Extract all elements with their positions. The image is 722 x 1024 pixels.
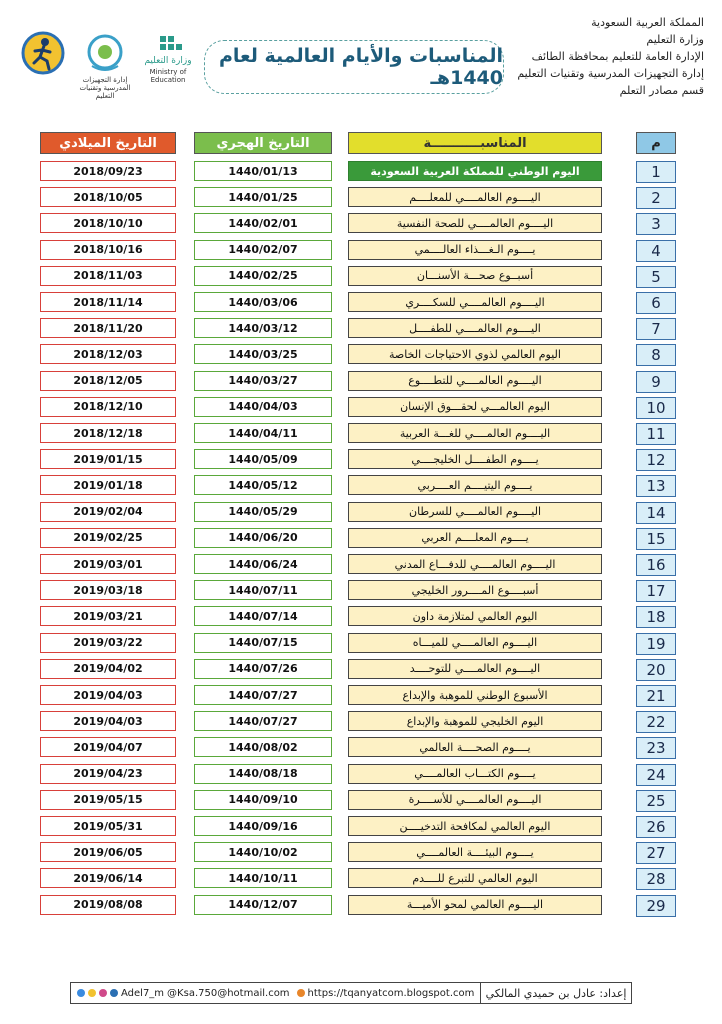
hijri-date-cell: 1440/07/11	[194, 580, 332, 600]
gregorian-date-cell: 2019/01/18	[40, 475, 176, 495]
gregorian-date-cell: 2019/05/31	[40, 816, 176, 836]
hijri-date-cell: 1440/05/12	[194, 475, 332, 495]
moe-logo-caption: وزارة التعليم	[144, 56, 192, 66]
gregorian-date-cell: 2019/03/18	[40, 580, 176, 600]
gregorian-date-cell: 2018/11/20	[40, 318, 176, 338]
gregorian-date-cell: 2019/03/21	[40, 606, 176, 626]
table-row	[0, 790, 722, 812]
row-number-cell: 10	[636, 397, 676, 419]
hijri-date-cell: 1440/10/02	[194, 842, 332, 862]
footer-author: إعداد: عادل بن حميدي المالكي	[480, 983, 631, 1003]
occasion-cell: يــــوم اليتيــــم العــــربي	[348, 475, 602, 495]
table-row	[0, 266, 722, 288]
logos	[20, 30, 192, 100]
table-row	[0, 633, 722, 655]
header-line: الإدارة العامة للتعليم بمحافظة الطائف	[531, 50, 704, 63]
running-figure-logo-icon	[20, 30, 66, 76]
occasion-cell: اليــــوم العالمــــي للمعلــــم	[348, 187, 602, 207]
table-row	[0, 816, 722, 838]
table-row	[0, 397, 722, 419]
gregorian-date-cell: 2018/12/10	[40, 397, 176, 417]
gregorian-date-cell: 2019/02/04	[40, 502, 176, 522]
gregorian-date-cell: 2018/12/18	[40, 423, 176, 443]
row-number-cell: 3	[636, 213, 676, 235]
occasion-cell: اليوم العالمي للتبرع للــــدم	[348, 868, 602, 888]
table-row	[0, 659, 722, 681]
row-number-cell: 15	[636, 528, 676, 550]
occasion-cell: اليوم الخليجي للموهبة والإبداع	[348, 711, 602, 731]
hijri-date-cell: 1440/04/11	[194, 423, 332, 443]
gregorian-date-cell: 2019/04/03	[40, 711, 176, 731]
occasion-cell: اليوم العالمي لمتلازمة داون	[348, 606, 602, 626]
hijri-date-cell: 1440/07/27	[194, 685, 332, 705]
table-row	[0, 449, 722, 471]
gregorian-date-cell: 2019/03/01	[40, 554, 176, 574]
table-row	[0, 606, 722, 628]
table-row	[0, 528, 722, 550]
table-row	[0, 240, 722, 262]
occasion-cell: اليوم العالمـــي لحقـــوق الإنسان	[348, 397, 602, 417]
row-number-cell: 4	[636, 240, 676, 262]
occasion-cell: أسبــــوع المــــرور الخليجي	[348, 580, 602, 600]
table-row	[0, 423, 722, 445]
footer	[70, 982, 632, 1004]
hijri-date-cell: 1440/06/20	[194, 528, 332, 548]
occasion-cell: الأسبوع الوطني للموهبة والإبداع	[348, 685, 602, 705]
hijri-date-cell: 1440/02/01	[194, 213, 332, 233]
table-row	[0, 764, 722, 786]
row-number-cell: 17	[636, 580, 676, 602]
column-header-gregorian: التاريخ الميلادي	[40, 132, 176, 154]
hijri-date-cell: 1440/07/27	[194, 711, 332, 731]
occasion-cell: أسبــوع صحـــة الأسنـــان	[348, 266, 602, 286]
gregorian-date-cell: 2018/10/05	[40, 187, 176, 207]
gregorian-date-cell: 2019/05/15	[40, 790, 176, 810]
moe-logo-caption-en: Ministry of Education	[149, 68, 187, 84]
row-number-cell: 25	[636, 790, 676, 812]
row-number-cell: 29	[636, 895, 676, 917]
gregorian-date-cell: 2019/08/08	[40, 895, 176, 915]
row-number-cell: 18	[636, 606, 676, 628]
hijri-date-cell: 1440/09/16	[194, 816, 332, 836]
column-header-number: م	[636, 132, 676, 154]
row-number-cell: 7	[636, 318, 676, 340]
header-org-info	[499, 14, 704, 99]
row-number-cell: 5	[636, 266, 676, 288]
occasion-cell: يــــوم البيئــــة العالمــــي	[348, 842, 602, 862]
table-row	[0, 554, 722, 576]
footer-handle[interactable]: Adel7_m	[121, 987, 165, 999]
gregorian-date-cell: 2019/01/15	[40, 449, 176, 469]
row-number-cell: 26	[636, 816, 676, 838]
row-number-cell: 2	[636, 187, 676, 209]
header-line: إدارة التجهيزات المدرسية وتقنيات التعليم	[517, 67, 704, 80]
hijri-date-cell: 1440/08/02	[194, 737, 332, 757]
occasion-cell: اليوم الوطني للمملكة العربية السعودية	[348, 161, 602, 181]
hijri-date-cell: 1440/06/24	[194, 554, 332, 574]
column-header-occasion: المناسبـــــــــــة	[348, 132, 602, 154]
row-number-cell: 19	[636, 633, 676, 655]
table-row	[0, 318, 722, 340]
row-number-cell: 12	[636, 449, 676, 471]
table-row	[0, 371, 722, 393]
gregorian-date-cell: 2018/12/05	[40, 371, 176, 391]
table-row	[0, 292, 722, 314]
hijri-date-cell: 1440/07/14	[194, 606, 332, 626]
telegram-icon	[110, 989, 118, 997]
row-number-cell: 21	[636, 685, 676, 707]
occasion-cell: اليــــوم العالمــــي للغـــة العربية	[348, 423, 602, 443]
column-header-hijri: التاريخ الهجري	[194, 132, 332, 154]
row-number-cell: 23	[636, 737, 676, 759]
hijri-date-cell: 1440/04/03	[194, 397, 332, 417]
occasion-cell: يــــوم الطفــــل الخليجــــي	[348, 449, 602, 469]
gregorian-date-cell: 2019/04/02	[40, 659, 176, 679]
hijri-date-cell: 1440/03/06	[194, 292, 332, 312]
row-number-cell: 28	[636, 868, 676, 890]
gregorian-date-cell: 2019/06/14	[40, 868, 176, 888]
gregorian-date-cell: 2019/06/05	[40, 842, 176, 862]
gregorian-date-cell: 2018/12/03	[40, 344, 176, 364]
occasion-cell: اليــــوم العالمــــي للدفـــاع المدني	[348, 554, 602, 574]
footer-contacts	[71, 988, 480, 999]
dept-logo-icon	[82, 30, 128, 76]
row-number-cell: 11	[636, 423, 676, 445]
row-number-cell: 9	[636, 371, 676, 393]
header-line: قسم مصادر التعلم	[619, 84, 704, 97]
occasion-cell: اليوم العالمي لمكافحة التدخيــــن	[348, 816, 602, 836]
row-number-cell: 27	[636, 842, 676, 864]
hijri-date-cell: 1440/12/07	[194, 895, 332, 915]
table-row	[0, 580, 722, 602]
row-number-cell: 1	[636, 161, 676, 183]
gregorian-date-cell: 2018/09/23	[40, 161, 176, 181]
occasion-cell: يــــوم المعلــــم العربي	[348, 528, 602, 548]
hijri-date-cell: 1440/01/13	[194, 161, 332, 181]
page-title: المناسبات والأيام العالمية لعام 1440هـ	[204, 40, 504, 94]
table-row	[0, 868, 722, 890]
table-row	[0, 842, 722, 864]
gregorian-date-cell: 2018/11/03	[40, 266, 176, 286]
hijri-date-cell: 1440/07/15	[194, 633, 332, 653]
occasion-cell: اليــــوم العالمــــي للتطــــوع	[348, 371, 602, 391]
occasion-cell: اليــــوم العالمــــي للسكــــري	[348, 292, 602, 312]
hijri-date-cell: 1440/09/10	[194, 790, 332, 810]
hijri-date-cell: 1440/01/25	[194, 187, 332, 207]
occasion-cell: اليــــوم العالمــــي للصحة النفسية	[348, 213, 602, 233]
row-number-cell: 13	[636, 475, 676, 497]
table-row	[0, 711, 722, 733]
table-row	[0, 502, 722, 524]
table-row	[0, 344, 722, 366]
row-number-cell: 8	[636, 344, 676, 366]
table-row	[0, 685, 722, 707]
gregorian-date-cell: 2019/02/25	[40, 528, 176, 548]
hijri-date-cell: 1440/03/12	[194, 318, 332, 338]
blogger-icon	[297, 989, 305, 997]
twitter-icon	[77, 989, 85, 997]
instagram-icon	[99, 989, 107, 997]
gregorian-date-cell: 2018/11/14	[40, 292, 176, 312]
occasion-cell: اليــــوم العالمــــي للأســــرة	[348, 790, 602, 810]
occasion-cell: يــــوم الكتـــاب العالمــــي	[348, 764, 602, 784]
hijri-date-cell: 1440/07/26	[194, 659, 332, 679]
gregorian-date-cell: 2019/04/03	[40, 685, 176, 705]
row-number-cell: 20	[636, 659, 676, 681]
gregorian-date-cell: 2018/10/10	[40, 213, 176, 233]
footer-blog-link[interactable]: https://tqanyatcom.blogspot.com	[307, 987, 475, 999]
table-row	[0, 187, 722, 209]
snapchat-icon	[88, 989, 96, 997]
row-number-cell: 24	[636, 764, 676, 786]
table-row	[0, 213, 722, 235]
row-number-cell: 6	[636, 292, 676, 314]
hijri-date-cell: 1440/03/27	[194, 371, 332, 391]
gregorian-date-cell: 2019/04/07	[40, 737, 176, 757]
gregorian-date-cell: 2019/04/23	[40, 764, 176, 784]
hijri-date-cell: 1440/02/07	[194, 240, 332, 260]
table-row	[0, 895, 722, 917]
occasion-cell: اليــــوم العالمــــي للتوحــــد	[348, 659, 602, 679]
hijri-date-cell: 1440/02/25	[194, 266, 332, 286]
row-number-cell: 14	[636, 502, 676, 524]
occasion-cell: يــــوم الـغـــذاء العالــــمي	[348, 240, 602, 260]
occasion-cell: اليــــوم العالمي لمحو الأميـــة	[348, 895, 602, 915]
hijri-date-cell: 1440/05/09	[194, 449, 332, 469]
gregorian-date-cell: 2019/03/22	[40, 633, 176, 653]
occasion-cell: اليوم العالمي لذوي الاحتياجات الخاصة	[348, 344, 602, 364]
header-line: وزارة التعليم	[646, 33, 704, 46]
occasion-cell: اليــــوم العالمــــي للسرطان	[348, 502, 602, 522]
dept-logo-caption: إدارة التجهيزات المدرسية وتقنيات التعليم	[79, 76, 131, 100]
footer-email[interactable]: @Ksa.750@hotmail.com	[167, 987, 290, 999]
row-number-cell: 22	[636, 711, 676, 733]
gregorian-date-cell: 2018/10/16	[40, 240, 176, 260]
table-row	[0, 475, 722, 497]
occasion-cell: اليــــوم العالمــــي للميـــاه	[348, 633, 602, 653]
occasion-cell: يــــوم الصحــــة العالمي	[348, 737, 602, 757]
table-row	[0, 737, 722, 759]
header-line: المملكة العربية السعودية	[591, 16, 704, 29]
hijri-date-cell: 1440/08/18	[194, 764, 332, 784]
occasion-cell: اليــــوم العالمــــي للطفــــل	[348, 318, 602, 338]
hijri-date-cell: 1440/03/25	[194, 344, 332, 364]
row-number-cell: 16	[636, 554, 676, 576]
hijri-date-cell: 1440/05/29	[194, 502, 332, 522]
table-row	[0, 161, 722, 183]
hijri-date-cell: 1440/10/11	[194, 868, 332, 888]
